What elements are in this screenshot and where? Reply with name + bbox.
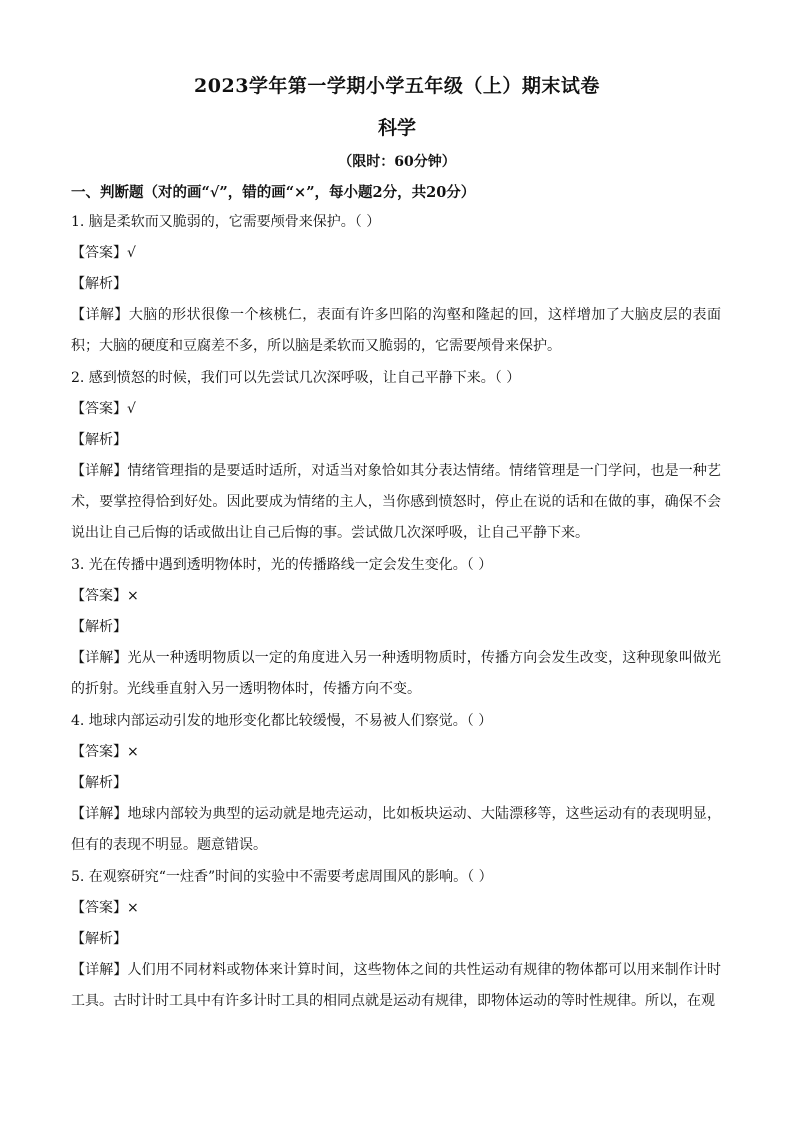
- time-limit: （限时：60分钟）: [338, 154, 456, 170]
- analysis-label-3: 【解析】: [71, 619, 127, 635]
- analysis-label-4: 【解析】: [71, 775, 127, 791]
- analysis-label-5: 【解析】: [71, 931, 127, 947]
- answer-1: 【答案】√: [71, 245, 136, 261]
- section-heading: 一、判断题（对的画“√”，错的画“×”，每小题2分，共20分）: [71, 184, 476, 201]
- answer-5: 【答案】×: [71, 900, 139, 916]
- question-5: 5. 在观察研究“一炷香”时间的实验中不需要考虑周围风的影响。（ ）: [71, 869, 493, 885]
- detail-1: 【详解】大脑的形状很像一个核桃仁，表面有许多凹陷的沟壑和隆起的回，这样增加了大脑皮层的表面积；大脑的硬度和豆腐差不多，所以脑是柔软而又脆弱的，它需要颅骨来保护。: [71, 307, 721, 354]
- detail-2: 【详解】情绪管理指的是要适时适所，对适当对象恰如其分表达情绪。情绪管理是一门学问，也是一种艺术，要掌控得恰到好处。因此要成为情绪的主人，当你感到愤怒时，停止在说的话和在做的事，确保不会说出让自己后悔的话或做出让自己后悔的事。尝试做几次深呼吸，让自己平静下来。: [71, 463, 721, 541]
- exam-title: 2023学年第一学期小学五年级（上）期末试卷: [194, 75, 600, 97]
- analysis-label-1: 【解析】: [71, 276, 127, 292]
- analysis-label-2: 【解析】: [71, 432, 127, 448]
- answer-4: 【答案】×: [71, 744, 139, 760]
- subject-title: 科学: [377, 117, 416, 139]
- detail-3: 【详解】光从一种透明物质以一定的角度进入另一种透明物质时，传播方向会发生改变，这种现象叫做光的折射。光线垂直射入另一透明物体时，传播方向不变。: [71, 650, 721, 697]
- question-1: 1. 脑是柔软而又脆弱的，它需要颅骨来保护。（ ）: [71, 214, 381, 230]
- question-3: 3. 光在传播中遇到透明物体时，光的传播路线一定会发生变化。（ ）: [71, 557, 493, 573]
- answer-3: 【答案】×: [71, 588, 139, 604]
- answer-2: 【答案】√: [71, 401, 136, 417]
- question-4: 4. 地球内部运动引发的地形变化都比较缓慢，不易被人们察觉。（ ）: [71, 713, 493, 729]
- detail-4: 【详解】地球内部较为典型的运动就是地壳运动，比如板块运动、大陆漂移等，这些运动有的表现明显，但有的表现不明显。题意错误。: [71, 806, 721, 853]
- detail-5: 【详解】人们用不同材料或物体来计算时间，这些物体之间的共性运动有规律的物体都可以用来制作计时工具。古时计时工具中有许多计时工具的相同点就是运动有规律，即物体运动的等时性规律。所以，在观: [71, 962, 721, 1009]
- question-2: 2. 感到愤怒的时候，我们可以先尝试几次深呼吸，让自己平静下来。（ ）: [71, 370, 521, 386]
